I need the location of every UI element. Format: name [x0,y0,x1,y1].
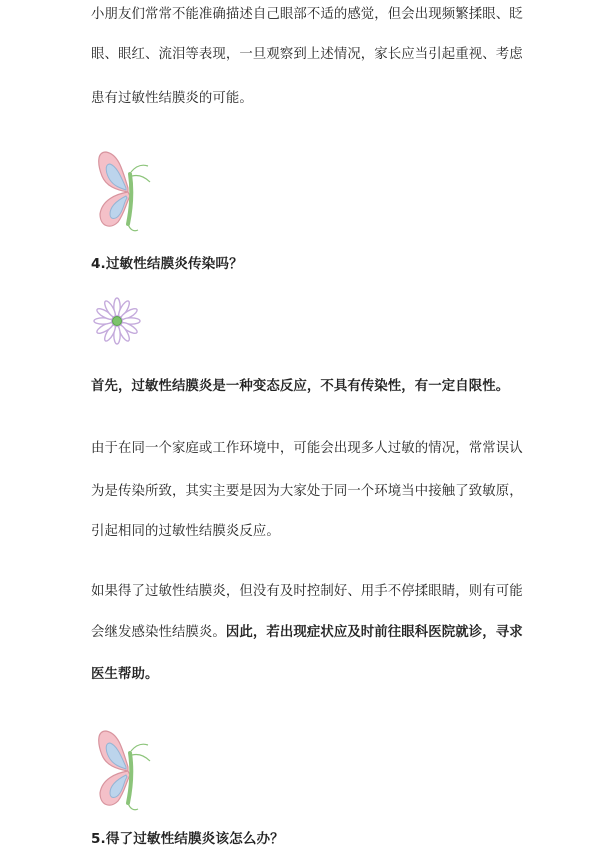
section-4-lead: 首先，过敏性结膜炎是一种变态反应，不具有传染性，有一定自限性。 [91,379,510,394]
section-5-heading: 5.得了过敏性结膜炎该怎么办？ [91,831,284,847]
section-4-para1-line-1: 由于在同一个家庭或工作环境中，可能会出现多人过敏的情况，常常误认 [91,441,523,456]
butterfly-icon [92,727,158,813]
daisy-flower-icon [93,291,141,351]
section-4-para1-line-2: 为是传染所致，其实主要是因为大家处于同一个环境当中接触了致敏原， [91,484,523,499]
section-4-heading: 4.过敏性结膜炎传染吗？ [91,256,243,272]
section-4-para2-line-1: 如果得了过敏性结膜炎，但没有及时控制好、用手不停揉眼睛，则有可能 [91,584,523,599]
section-4-para2-line-2-bold: 因此，若出现症状应及时前往眼科医院就诊，寻求 [225,625,523,640]
butterfly-icon [92,148,158,234]
intro-line-3: 患有过敏性结膜炎的可能。 [91,91,253,106]
intro-line-1: 小朋友们常常不能准确描述自己眼部不适的感觉，但会出现频繁揉眼、眨 [91,7,523,22]
section-4-para2-line-3: 医生帮助。 [91,667,159,682]
section-4-para2-line-2 [91,624,523,642]
section-4-para2-line-2-normal: 会继发感染性结膜炎。 [91,625,226,640]
section-4-para1-line-3: 引起相同的过敏性结膜炎反应。 [91,524,280,539]
intro-line-2: 眼、眼红、流泪等表现，一旦观察到上述情况，家长应当引起重视、考虑 [91,47,523,62]
